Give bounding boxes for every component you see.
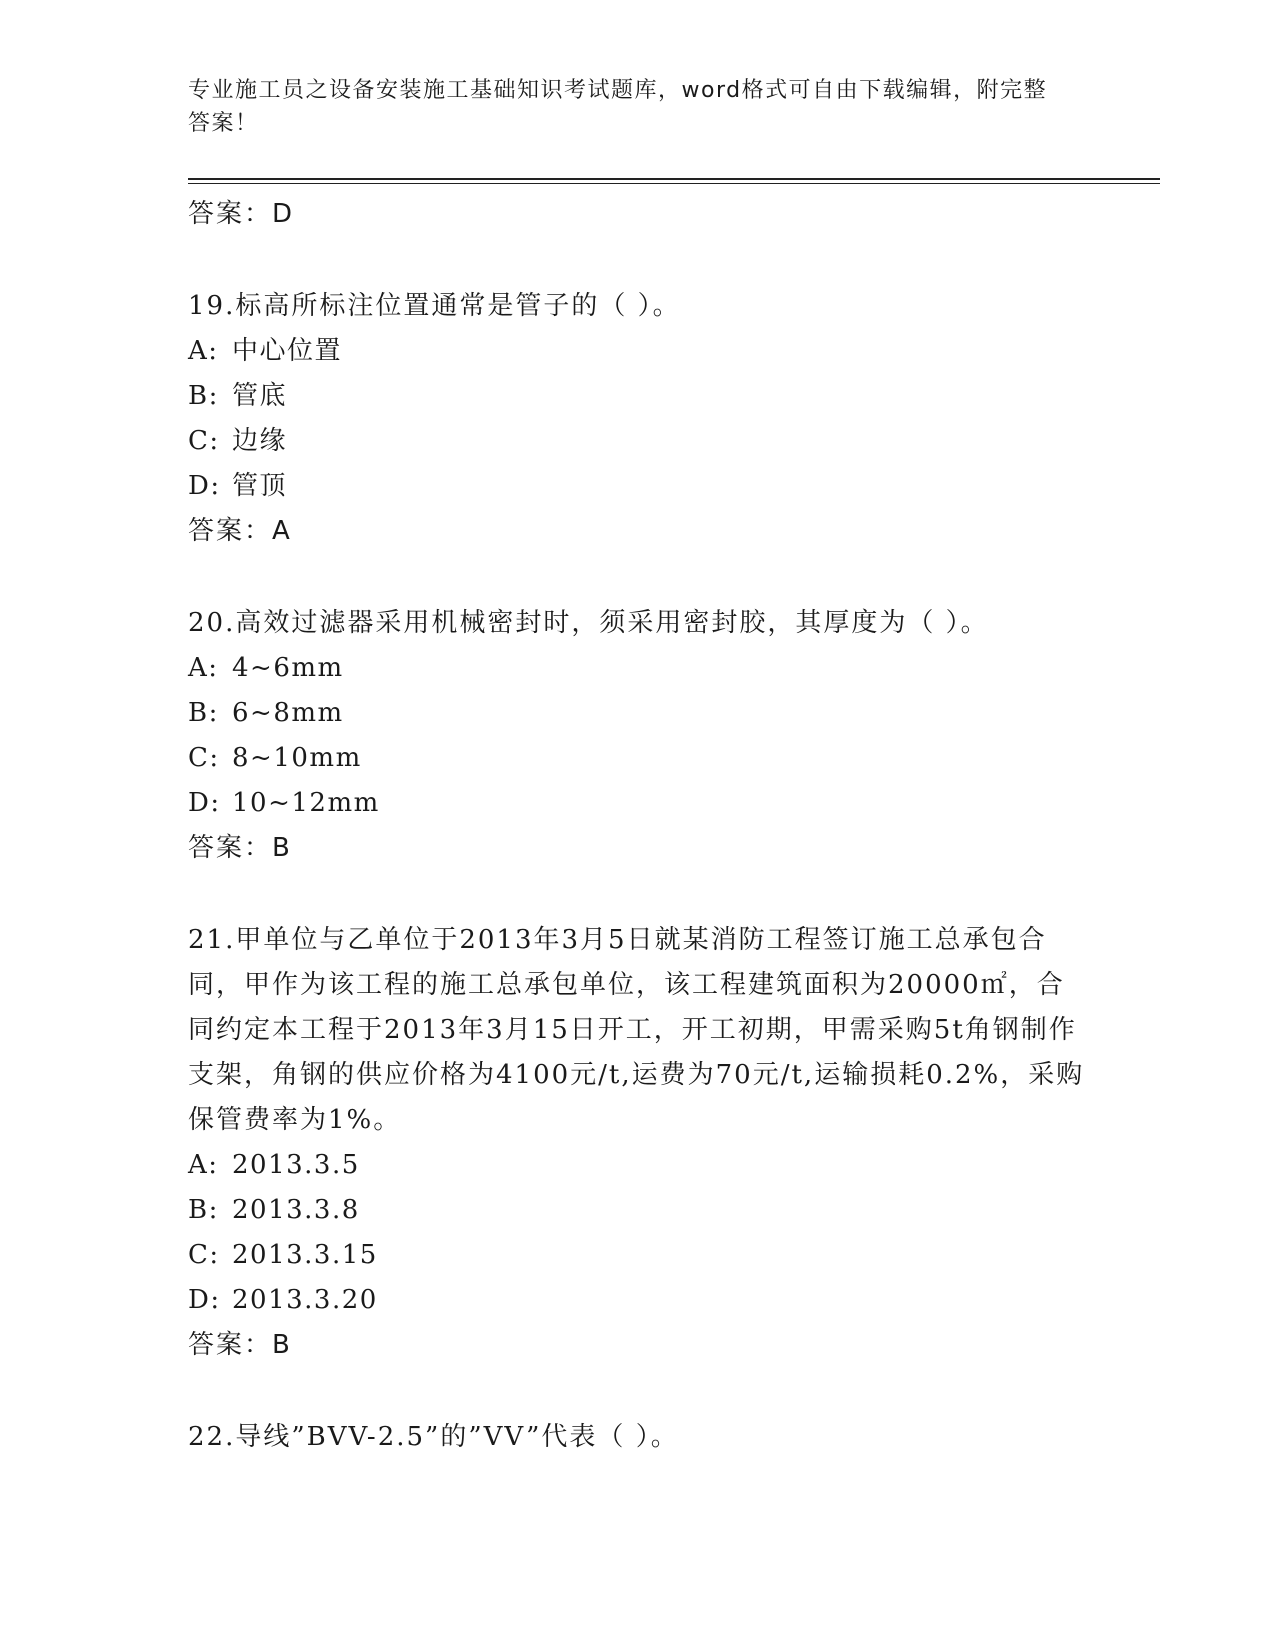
question-list bbox=[188, 192, 1088, 1460]
option-label: D: bbox=[188, 788, 221, 818]
header-divider-thick bbox=[188, 178, 1160, 180]
option-a bbox=[188, 1143, 1088, 1188]
option-text: 边缘 bbox=[232, 426, 288, 456]
answer-line: 答案：A bbox=[188, 516, 292, 546]
option-label: B: bbox=[188, 698, 219, 728]
option-c bbox=[188, 1233, 1088, 1278]
option-c bbox=[188, 736, 1088, 781]
option-text: 6~8mm bbox=[232, 698, 344, 728]
question-stem: 22.导线”BVV-2.5”的”VV”代表（ ）。 bbox=[188, 1422, 679, 1452]
option-text: 管顶 bbox=[232, 471, 288, 501]
option-label: C: bbox=[188, 426, 220, 456]
question-stem: 21.甲单位与乙单位于2013年3月5日就某消防工程签订施工总承包合同，甲作为该工程的施工总承包单位，该工程建筑面积为20000㎡，合同约定本工程于2013年3月15日开工，开工初期，甲需采购5t角钢制作支架，角钢的供应价格为4100元/t,运费为70元/t,运输损耗0.2%，采购保管费率为1%。 bbox=[188, 925, 1085, 1135]
option-label: A: bbox=[188, 653, 219, 683]
option-label: B: bbox=[188, 1195, 219, 1225]
option-label: D: bbox=[188, 471, 221, 501]
spacer bbox=[188, 553, 1088, 601]
spacer bbox=[188, 236, 1088, 284]
option-text: 2013.3.8 bbox=[232, 1195, 360, 1225]
option-text: 管底 bbox=[232, 381, 288, 411]
option-b bbox=[188, 374, 1088, 419]
option-label: D: bbox=[188, 1285, 221, 1315]
option-a bbox=[188, 646, 1088, 691]
option-text: 2013.3.20 bbox=[232, 1285, 378, 1315]
answer-line: 答案：D bbox=[188, 199, 295, 229]
header-divider-thin bbox=[188, 183, 1160, 184]
option-c bbox=[188, 419, 1088, 464]
option-d bbox=[188, 781, 1088, 826]
option-d bbox=[188, 1278, 1088, 1323]
option-label: A: bbox=[188, 336, 219, 366]
question-stem: 19.标高所标注位置通常是管子的（ ）。 bbox=[188, 291, 681, 321]
option-text: 2013.3.15 bbox=[232, 1240, 378, 1270]
option-text: 中心位置 bbox=[232, 336, 343, 366]
option-label: B: bbox=[188, 381, 219, 411]
answer-line: 答案：B bbox=[188, 833, 292, 863]
spacer bbox=[188, 1367, 1088, 1415]
document-header: 专业施工员之设备安装施工基础知识考试题库，word格式可自由下载编辑，附完整答案！ bbox=[188, 78, 1048, 136]
option-text: 2013.3.5 bbox=[232, 1150, 360, 1180]
option-b bbox=[188, 691, 1088, 736]
option-text: 4~6mm bbox=[232, 653, 344, 683]
option-label: A: bbox=[188, 1150, 219, 1180]
option-b bbox=[188, 1188, 1088, 1233]
option-d bbox=[188, 464, 1088, 509]
answer-line: 答案：B bbox=[188, 1330, 292, 1360]
option-label: C: bbox=[188, 1240, 220, 1270]
option-label: C: bbox=[188, 743, 220, 773]
option-text: 10~12mm bbox=[232, 788, 380, 818]
option-text: 8~10mm bbox=[232, 743, 362, 773]
option-a bbox=[188, 329, 1088, 374]
spacer bbox=[188, 870, 1088, 918]
question-stem: 20.高效过滤器采用机械密封时，须采用密封胶，其厚度为（ ）。 bbox=[188, 608, 989, 638]
